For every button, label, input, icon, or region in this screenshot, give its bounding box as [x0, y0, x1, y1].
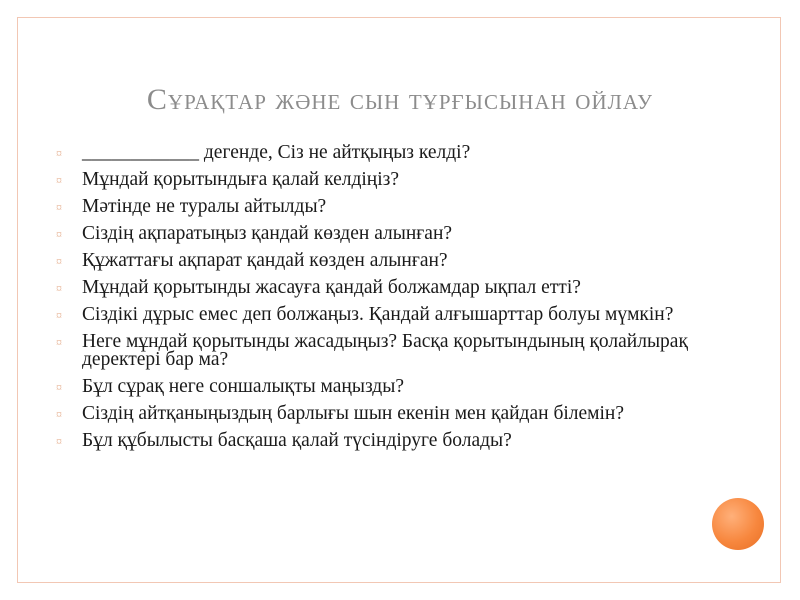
list-item-text: Сіздің айтқаныңыздың барлығы шын екенін мен қайдан білемін? [82, 403, 625, 424]
bullet-icon: ¤ [56, 434, 62, 448]
bullet-icon: ¤ [56, 227, 62, 241]
list-item-text: Неге мұндай қорытынды жасадыңыз? Басқа қорытындының қолайлырақ деректері бар ма? [82, 331, 688, 370]
bullet-icon: ¤ [56, 173, 62, 187]
list-item [52, 171, 742, 189]
list-item-text: Сіздің ақпаратыңыз қандай көзден алынған? [82, 223, 453, 244]
list-item-text: Мұндай қорытынды жасауға қандай болжамдар ықпал етті? [82, 277, 581, 298]
bullet-icon: ¤ [56, 254, 62, 268]
slide-title: Сұрақтар және сын тұрғысынан ойлау [146, 83, 654, 116]
list-item [52, 306, 742, 324]
list-item [52, 198, 742, 216]
list-item [52, 252, 742, 270]
list-item-text: Құжаттағы ақпарат қандай көзден алынған? [82, 250, 448, 271]
list-item-text: Бұл сұрақ неге соншалықты маңызды? [82, 376, 404, 397]
bullet-icon: ¤ [56, 146, 62, 160]
bullet-icon: ¤ [56, 380, 62, 394]
bullet-icon: ¤ [56, 407, 62, 421]
list-item [52, 144, 742, 162]
list-item [52, 279, 742, 297]
list-item [52, 432, 742, 450]
decorative-circle-icon [712, 498, 764, 550]
bullet-icon: ¤ [56, 335, 62, 349]
bullet-icon: ¤ [56, 308, 62, 322]
list-item-text: Сіздікі дұрыс емес деп болжаңыз. Қандай алғышарттар болуы мүмкін? [82, 304, 674, 325]
bullet-icon: ¤ [56, 200, 62, 214]
list-item-text: Мұндай қорытындыға қалай келдіңіз? [82, 169, 400, 190]
list-item-text: ____________ дегенде, Сіз не айтқыңыз келді? [82, 142, 471, 163]
list-item-text: Мәтінде не туралы айтылды? [82, 196, 327, 217]
bullet-list [52, 144, 742, 459]
list-item [52, 405, 742, 423]
list-item [52, 378, 742, 396]
list-item-text: Бұл құбылысты басқаша қалай түсіндіруге болады? [82, 430, 512, 451]
list-item [52, 333, 742, 369]
bullet-icon: ¤ [56, 281, 62, 295]
list-item [52, 225, 742, 243]
